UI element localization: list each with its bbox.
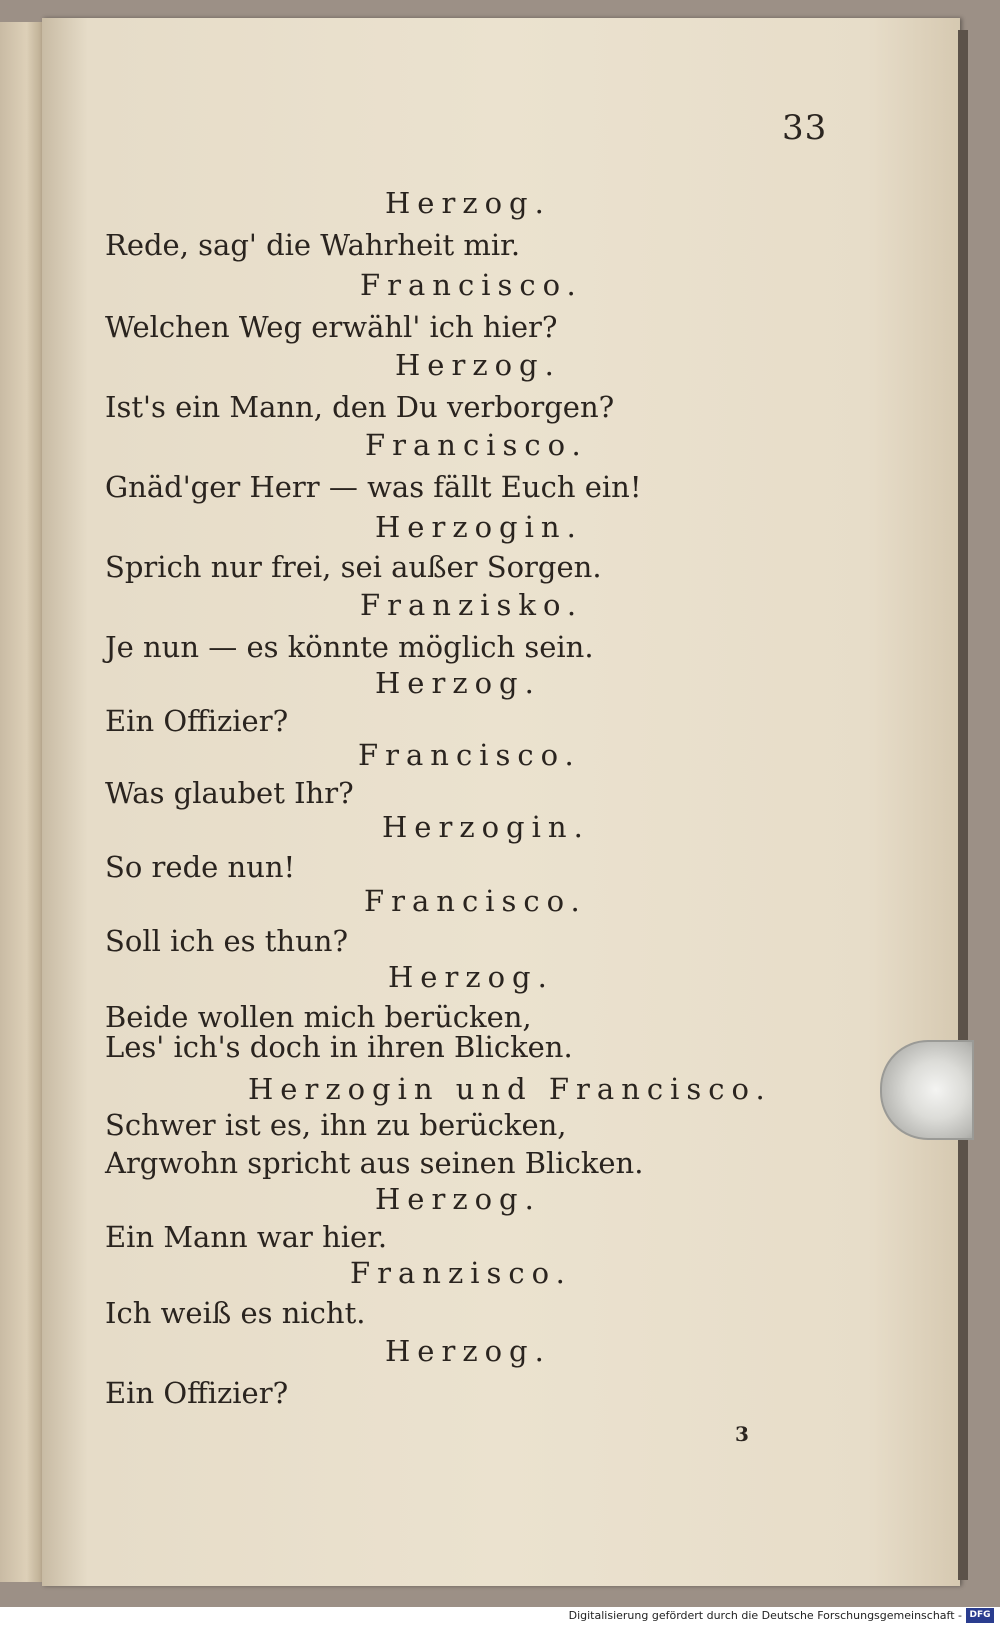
footer-bar: [0, 1607, 1000, 1627]
dialogue-line: Les' ich's doch in ihren Blicken.: [105, 1030, 573, 1064]
speaker-name: Francisco.: [365, 428, 588, 462]
dialogue-line: Sprich nur frei, sei außer Sorgen.: [105, 550, 602, 584]
dialogue-line: Welchen Weg erwähl' ich hier?: [105, 310, 558, 344]
speaker-name: Francisco.: [360, 268, 583, 302]
dialogue-line: Beide wollen mich berücken,: [105, 1000, 532, 1034]
speaker-name: Herzog.: [395, 348, 561, 382]
left-page-edge: [0, 22, 44, 1582]
speaker-name: Herzogin.: [375, 510, 583, 544]
dialogue-line: Ein Mann war hier.: [105, 1220, 388, 1254]
speaker-name: Franzisco.: [350, 1256, 572, 1290]
dialogue-line: Je nun — es könnte möglich sein.: [105, 630, 594, 664]
speaker-name: Franzisko.: [360, 588, 584, 622]
dialogue-line: Schwer ist es, ihn zu berücken,: [105, 1108, 567, 1142]
dfg-logo-icon: DFG: [966, 1608, 994, 1623]
page-edge-shadow: [958, 30, 968, 1580]
speaker-name: Herzog.: [385, 186, 551, 220]
dialogue-line: Argwohn spricht aus seinen Blicken.: [105, 1146, 644, 1180]
dialogue-line: Was glaubet Ihr?: [105, 776, 354, 810]
dialogue-line: So rede nun!: [105, 850, 296, 884]
book-clip: [880, 1040, 974, 1140]
speaker-name: Herzog.: [388, 960, 554, 994]
dialogue-line: Ich weiß es nicht.: [105, 1296, 366, 1330]
page-number: 33: [782, 108, 828, 148]
speaker-name: Herzogin und Francisco.: [248, 1072, 772, 1106]
dialogue-line: Gnäd'ger Herr — was fällt Euch ein!: [105, 470, 642, 504]
speaker-name: Herzogin.: [382, 810, 590, 844]
speaker-name: Francisco.: [364, 884, 587, 918]
speaker-name: Herzog.: [375, 1182, 541, 1216]
dialogue-line: Ein Offizier?: [105, 1376, 289, 1410]
footer-credit: Digitalisierung gefördert durch die Deutsche Forschungsgemeinschaft -: [568, 1609, 962, 1622]
speaker-name: Francisco.: [358, 738, 581, 772]
dialogue-line: Ist's ein Mann, den Du verborgen?: [105, 390, 615, 424]
dialogue-line: Soll ich es thun?: [105, 924, 349, 958]
speaker-name: Herzog.: [385, 1334, 551, 1368]
dialogue-line: Ein Offizier?: [105, 704, 289, 738]
signature-mark: 3: [735, 1422, 749, 1446]
speaker-name: Herzog.: [375, 666, 541, 700]
dialogue-line: Rede, sag' die Wahrheit mir.: [105, 228, 521, 262]
